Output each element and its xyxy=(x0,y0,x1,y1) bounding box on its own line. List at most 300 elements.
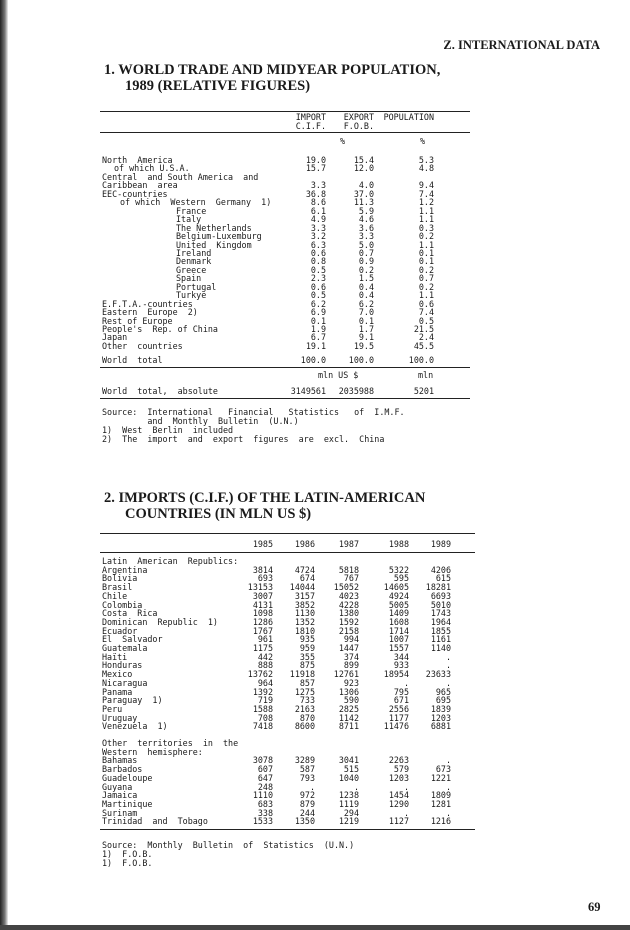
cell-value: 9.1 xyxy=(358,332,374,343)
cell-value: 13762 xyxy=(247,669,273,680)
cell-value: 2158 xyxy=(338,625,359,636)
cell-value: 683 xyxy=(257,798,273,809)
table-row xyxy=(0,653,630,662)
cell-value: 3814 xyxy=(252,564,273,575)
cell-value: 5.9 xyxy=(358,205,374,216)
cell-value: 0.3 xyxy=(418,222,434,233)
cell-value: 4.8 xyxy=(418,163,434,174)
cell-value: 14605 xyxy=(383,582,409,593)
cell-value: 879 xyxy=(299,798,315,809)
group-heading: Latin American Republics: xyxy=(102,556,239,566)
table-row xyxy=(0,756,630,765)
cell-value: 1130 xyxy=(294,608,315,619)
cell-value: 0.6 xyxy=(418,298,434,309)
unit-mln: mln xyxy=(418,370,434,381)
cell-value: 3007 xyxy=(252,590,273,601)
cell-value: 2163 xyxy=(294,703,315,714)
cell-value: 5.0 xyxy=(358,239,374,250)
cell-value: 1175 xyxy=(252,643,273,653)
cell-value: 719 xyxy=(257,695,273,706)
cell-value: 1380 xyxy=(338,608,359,619)
cell-value: 0.9 xyxy=(358,256,374,267)
cell-value: 244 xyxy=(299,807,315,818)
cell-value: 1.5 xyxy=(358,273,374,284)
cell-value: . xyxy=(445,677,451,688)
cell-value: 3.2 xyxy=(310,231,326,242)
cell-value: 9.4 xyxy=(418,180,434,191)
cell-value: 1964 xyxy=(430,616,451,627)
cell-value: 5005 xyxy=(388,599,409,610)
cell-value: 1592 xyxy=(338,616,359,627)
cell-value: . xyxy=(445,755,451,766)
cell-value: 923 xyxy=(343,677,359,688)
cell-value: 2035988 xyxy=(338,386,374,397)
row-label: of which U.S.A. xyxy=(114,163,190,174)
cell-value: . xyxy=(445,660,451,671)
cell-value: 19.1 xyxy=(305,340,326,351)
cell-value: 1855 xyxy=(430,625,451,636)
row-label: Guatemala xyxy=(102,643,148,653)
row-label: Italy xyxy=(176,214,202,225)
cell-value: 4.0 xyxy=(358,180,374,191)
row-label: Ecuador xyxy=(102,625,138,636)
cell-value: 1743 xyxy=(430,608,451,619)
cell-value: 0.2 xyxy=(418,231,434,242)
cell-value: 1810 xyxy=(294,625,315,636)
cell-value: 355 xyxy=(299,651,315,662)
col-header-line2: C.I.F. xyxy=(295,121,326,131)
group-heading: Western hemisphere: xyxy=(102,746,203,757)
cell-value: 615 xyxy=(435,573,451,584)
cell-value: . xyxy=(445,807,451,818)
table-bottom-rule xyxy=(100,398,470,399)
cell-value: 2.4 xyxy=(418,332,434,343)
table-row xyxy=(0,765,630,774)
cell-value: 961 xyxy=(257,634,273,645)
cell-value: 1275 xyxy=(294,686,315,697)
footnote: 1) F.O.B. xyxy=(102,849,153,859)
cell-value: 3.3 xyxy=(358,231,374,242)
row-label: Martinique xyxy=(102,798,153,809)
cell-value: 18954 xyxy=(383,669,409,680)
cell-value: 1.1 xyxy=(418,214,434,225)
cell-value: 8600 xyxy=(294,721,315,732)
table-row xyxy=(0,661,630,670)
row-label: Bolivia xyxy=(102,573,138,584)
cell-value: 1216 xyxy=(430,816,451,827)
cell-value: 45.5 xyxy=(413,340,434,351)
cell-value: 100.0 xyxy=(300,355,326,366)
table-row xyxy=(0,696,630,705)
row-label: Rest of Europe xyxy=(102,315,173,326)
row-label: Chile xyxy=(102,590,128,601)
table-top-rule xyxy=(100,533,475,534)
row-label: Surinam xyxy=(102,807,138,818)
footnote: 2) The import and export figures are excl. China xyxy=(102,434,385,445)
row-label: EEC-countries xyxy=(102,188,168,199)
cell-value: 1007 xyxy=(388,634,409,645)
row-label: Ireland xyxy=(176,247,212,258)
cell-value: 3289 xyxy=(294,755,315,766)
cell-value: 964 xyxy=(257,677,273,688)
cell-value: 5.3 xyxy=(418,155,434,165)
table1-title xyxy=(104,62,440,94)
cell-value: 1110 xyxy=(252,790,273,801)
cell-value: 0.4 xyxy=(358,281,374,292)
cell-value: 1839 xyxy=(430,703,451,714)
cell-value: 515 xyxy=(343,764,359,775)
cell-value: 1290 xyxy=(388,798,409,809)
cell-value: 338 xyxy=(257,807,273,818)
cell-value: 1608 xyxy=(388,616,409,627)
cell-value: 1119 xyxy=(338,798,359,809)
cell-value: 2.3 xyxy=(310,273,326,284)
year-header: 1988 xyxy=(388,539,409,549)
table-row xyxy=(0,627,630,636)
cell-value: 37.0 xyxy=(353,188,374,199)
cell-value: 0.7 xyxy=(418,273,434,284)
cell-value: 4131 xyxy=(252,599,273,610)
table-header-rule xyxy=(100,552,475,553)
cell-value: 0.1 xyxy=(310,315,326,326)
cell-value: 994 xyxy=(343,634,359,645)
row-label: Costa Rica xyxy=(102,608,158,619)
footnote: 1) F.O.B. xyxy=(102,858,153,868)
row-label: Guadeloupe xyxy=(102,772,153,783)
cell-value: 294 xyxy=(343,807,359,818)
cell-value: 0.6 xyxy=(310,281,326,292)
cell-value: 935 xyxy=(299,634,315,645)
page-number: 69 xyxy=(588,900,601,914)
row-label: United Kingdom xyxy=(176,239,252,250)
cell-value: 5818 xyxy=(338,564,359,575)
table-row xyxy=(0,566,630,575)
table-row xyxy=(0,817,630,826)
cell-value: 4.6 xyxy=(358,214,374,225)
cell-value: 0.1 xyxy=(418,256,434,267)
row-label: Caribbean area xyxy=(102,180,178,191)
table-row xyxy=(0,592,630,601)
table2-title xyxy=(104,490,425,522)
table-row xyxy=(0,342,630,351)
cell-value: . xyxy=(445,781,451,792)
cell-value: 1306 xyxy=(338,686,359,697)
cell-value: 21.5 xyxy=(413,324,434,334)
row-label: Portugal xyxy=(176,281,217,292)
cell-value: 587 xyxy=(299,764,315,775)
cell-value: 5322 xyxy=(388,564,409,575)
row-label: Dominican Republic 1) xyxy=(102,616,218,627)
row-label: The Netherlands xyxy=(176,222,252,233)
cell-value: 888 xyxy=(257,660,273,671)
cell-value: 1.1 xyxy=(418,239,434,250)
cell-value: 5201 xyxy=(413,386,434,397)
row-label: Peru xyxy=(102,703,123,714)
table-rule xyxy=(100,367,470,368)
cell-value: 857 xyxy=(299,677,315,688)
cell-value: 15.4 xyxy=(353,155,374,165)
table-row xyxy=(0,705,630,714)
row-label: E.F.T.A.-countries xyxy=(102,298,193,309)
cell-value: 7.0 xyxy=(358,307,374,318)
cell-value: 590 xyxy=(343,695,359,706)
footnote: 1) West Berlin included xyxy=(102,425,234,436)
cell-value: 1714 xyxy=(388,625,409,636)
cell-value: . xyxy=(445,651,451,662)
cell-value: 3852 xyxy=(294,599,315,610)
row-label: Central and South America and xyxy=(102,171,259,182)
col-header-line2: F.O.B. xyxy=(343,121,374,131)
cell-value: 1221 xyxy=(430,772,451,783)
table1-title-line2: 1989 (RELATIVE FIGURES) xyxy=(125,78,311,94)
cell-value: 4206 xyxy=(430,564,451,575)
cell-value: 933 xyxy=(393,660,409,671)
year-header: 1985 xyxy=(252,539,273,549)
cell-value: 3149561 xyxy=(290,386,326,397)
scan-edge-bottom xyxy=(0,925,630,930)
cell-value: 11918 xyxy=(289,669,315,680)
table-row xyxy=(0,635,630,644)
cell-value: 1040 xyxy=(338,772,359,783)
cell-value: 6.1 xyxy=(310,205,326,216)
year-header: 1986 xyxy=(294,539,315,549)
row-label: Jamaica xyxy=(102,790,138,801)
cell-value: 0.2 xyxy=(418,281,434,292)
cell-value: 1392 xyxy=(252,686,273,697)
row-label: Venezuela 1) xyxy=(102,721,168,732)
cell-value: 6.9 xyxy=(310,307,326,318)
row-label: Colombia xyxy=(102,599,143,610)
table-row xyxy=(0,722,630,731)
table-header-rule xyxy=(100,132,470,133)
cell-value: 708 xyxy=(257,712,273,723)
cell-value: 7.4 xyxy=(418,188,434,199)
cell-value: 1286 xyxy=(252,616,273,627)
row-label: Mexico xyxy=(102,669,133,680)
cell-value: 4023 xyxy=(338,590,359,601)
cell-value: 1454 xyxy=(388,790,409,801)
cell-value: 7418 xyxy=(252,721,273,732)
table2-title-line1: 2. IMPORTS (C.I.F.) OF THE LATIN-AMERICAN xyxy=(104,490,426,506)
cell-value: 793 xyxy=(299,772,315,783)
row-label: Bahamas xyxy=(102,755,138,766)
row-label: Argentina xyxy=(102,564,148,575)
cell-value: 673 xyxy=(435,764,451,775)
cell-value: 1142 xyxy=(338,712,359,723)
cell-value: . xyxy=(353,781,359,792)
cell-value: 1447 xyxy=(338,643,359,653)
cell-value: 795 xyxy=(393,686,409,697)
section-header: Z. INTERNATIONAL DATA xyxy=(443,38,600,52)
table-row xyxy=(0,774,630,783)
unit-percent: % xyxy=(420,136,426,146)
cell-value: 972 xyxy=(299,790,315,801)
col-header-line1: POPULATION xyxy=(383,112,434,122)
cell-value: 3157 xyxy=(294,590,315,601)
cell-value: 2263 xyxy=(388,755,409,766)
cell-value: 1140 xyxy=(430,643,451,653)
cell-value: 4228 xyxy=(338,599,359,610)
cell-value: 0.1 xyxy=(358,315,374,326)
row-label: Uruguay xyxy=(102,712,138,723)
cell-value: 1.7 xyxy=(358,324,374,334)
cell-value: 767 xyxy=(343,573,359,584)
unit-mln-usd: mln US $ xyxy=(318,370,359,381)
cell-value: 1809 xyxy=(430,790,451,801)
cell-value: 6693 xyxy=(430,590,451,601)
table-row xyxy=(0,714,630,723)
cell-value: 671 xyxy=(393,695,409,706)
row-label: Turkye xyxy=(176,290,207,301)
cell-value: 6.7 xyxy=(310,332,326,343)
row-label: Haïti xyxy=(102,651,128,662)
total-row xyxy=(0,356,630,365)
cell-value: 0.5 xyxy=(418,315,434,326)
table-row xyxy=(0,679,630,688)
cell-value: 1098 xyxy=(252,608,273,619)
row-label: Brasil xyxy=(102,582,133,593)
cell-value: . xyxy=(403,781,409,792)
cell-value: 6.2 xyxy=(310,298,326,309)
cell-value: 0.4 xyxy=(358,290,374,301)
cell-value: 870 xyxy=(299,712,315,723)
cell-value: 3.3 xyxy=(310,222,326,233)
cell-value: 965 xyxy=(435,686,451,697)
cell-value: 11476 xyxy=(383,721,409,732)
row-label: Denmark xyxy=(176,256,212,267)
row-label: People's Rep. of China xyxy=(102,324,218,334)
cell-value: 5010 xyxy=(430,599,451,610)
cell-value: 4924 xyxy=(388,590,409,601)
cell-value: 13153 xyxy=(247,582,273,593)
row-label: World total, absolute xyxy=(102,386,218,397)
row-label: of which Western Germany 1) xyxy=(120,197,272,208)
group-heading: Other territories in the xyxy=(102,738,239,748)
cell-value: 6.3 xyxy=(310,239,326,250)
cell-value: 579 xyxy=(393,764,409,775)
row-label: Honduras xyxy=(102,660,143,671)
table-row xyxy=(0,809,630,818)
cell-value: 1219 xyxy=(338,816,359,827)
absolute-total-row xyxy=(0,387,630,396)
cell-value: 3.3 xyxy=(310,180,326,191)
cell-value: 1.1 xyxy=(418,205,434,216)
cell-value: 6.2 xyxy=(358,298,374,309)
cell-value: 695 xyxy=(435,695,451,706)
cell-value: 1.1 xyxy=(418,290,434,301)
table-bottom-rule xyxy=(100,829,475,830)
cell-value: 442 xyxy=(257,651,273,662)
cell-value: 647 xyxy=(257,772,273,783)
cell-value: . xyxy=(403,677,409,688)
cell-value: 6881 xyxy=(430,721,451,732)
year-header: 1989 xyxy=(430,539,451,549)
row-label: Guyana xyxy=(102,781,133,792)
col-header-line2 xyxy=(374,122,434,131)
cell-value: 3078 xyxy=(252,755,273,766)
cell-value: 0.6 xyxy=(310,247,326,258)
cell-value: 19.5 xyxy=(353,340,374,351)
cell-value: 36.8 xyxy=(305,188,326,199)
cell-value: 0.2 xyxy=(418,264,434,275)
row-label: Japan xyxy=(102,332,128,343)
table2-title-line2: COUNTRIES (IN MLN US $) xyxy=(125,506,312,522)
table-row xyxy=(0,609,630,618)
cell-value: 12.0 xyxy=(353,163,374,174)
cell-value: 15.7 xyxy=(305,163,326,174)
cell-value: 8.6 xyxy=(310,197,326,208)
cell-value: 875 xyxy=(299,660,315,671)
cell-value: 1.9 xyxy=(310,324,326,334)
table-row xyxy=(0,791,630,800)
year-header: 1987 xyxy=(338,539,359,549)
row-label: Paraguay 1) xyxy=(102,695,163,706)
cell-value: 7.4 xyxy=(418,307,434,318)
cell-value: 1409 xyxy=(388,608,409,619)
cell-value: 14044 xyxy=(289,582,315,593)
col-header-line1: EXPORT xyxy=(343,112,374,122)
cell-value: 248 xyxy=(257,781,273,792)
cell-value: 3.6 xyxy=(358,222,374,233)
cell-value: 674 xyxy=(299,573,315,584)
cell-value: 733 xyxy=(299,695,315,706)
cell-value: 2556 xyxy=(388,703,409,714)
row-label: Other countries xyxy=(102,340,183,351)
table-row xyxy=(0,574,630,583)
cell-value: 1127 xyxy=(388,816,409,827)
cell-value: 693 xyxy=(257,573,273,584)
cell-value: . xyxy=(403,807,409,818)
row-label: El Salvador xyxy=(102,634,163,645)
table-row xyxy=(0,800,630,809)
cell-value: 1.2 xyxy=(418,197,434,208)
row-label: Belgium-Luxemburg xyxy=(176,231,262,242)
cell-value: 1203 xyxy=(388,772,409,783)
row-label: Trinidad and Tobago xyxy=(102,816,208,827)
cell-value: 1350 xyxy=(294,816,315,827)
cell-value: 11.3 xyxy=(353,197,374,208)
cell-value: 595 xyxy=(393,573,409,584)
cell-value: . xyxy=(309,781,315,792)
table-row xyxy=(0,688,630,697)
table-row xyxy=(0,670,630,679)
cell-value: 1177 xyxy=(388,712,409,723)
cell-value: 1588 xyxy=(252,703,273,714)
cell-value: 1281 xyxy=(430,798,451,809)
cell-value: 0.5 xyxy=(310,290,326,301)
row-label: Barbados xyxy=(102,764,143,775)
cell-value: 1161 xyxy=(430,634,451,645)
cell-value: 0.2 xyxy=(358,264,374,275)
footnote: Source: International Financial Statistics of I.M.F. xyxy=(102,407,405,418)
col-header-line1: IMPORT xyxy=(295,112,326,122)
cell-value: 344 xyxy=(393,651,409,662)
table-row xyxy=(0,583,630,592)
cell-value: 19.0 xyxy=(305,155,326,165)
unit-percent: % xyxy=(340,136,346,146)
table-row xyxy=(0,601,630,610)
cell-value: 374 xyxy=(343,651,359,662)
table-row xyxy=(0,783,630,792)
cell-value: 0.5 xyxy=(310,264,326,275)
cell-value: 959 xyxy=(299,643,315,653)
cell-value: 607 xyxy=(257,764,273,775)
cell-value: 100.0 xyxy=(408,355,434,366)
cell-value: 1352 xyxy=(294,616,315,627)
cell-value: 2825 xyxy=(338,703,359,714)
cell-value: 1238 xyxy=(338,790,359,801)
cell-value: 899 xyxy=(343,660,359,671)
